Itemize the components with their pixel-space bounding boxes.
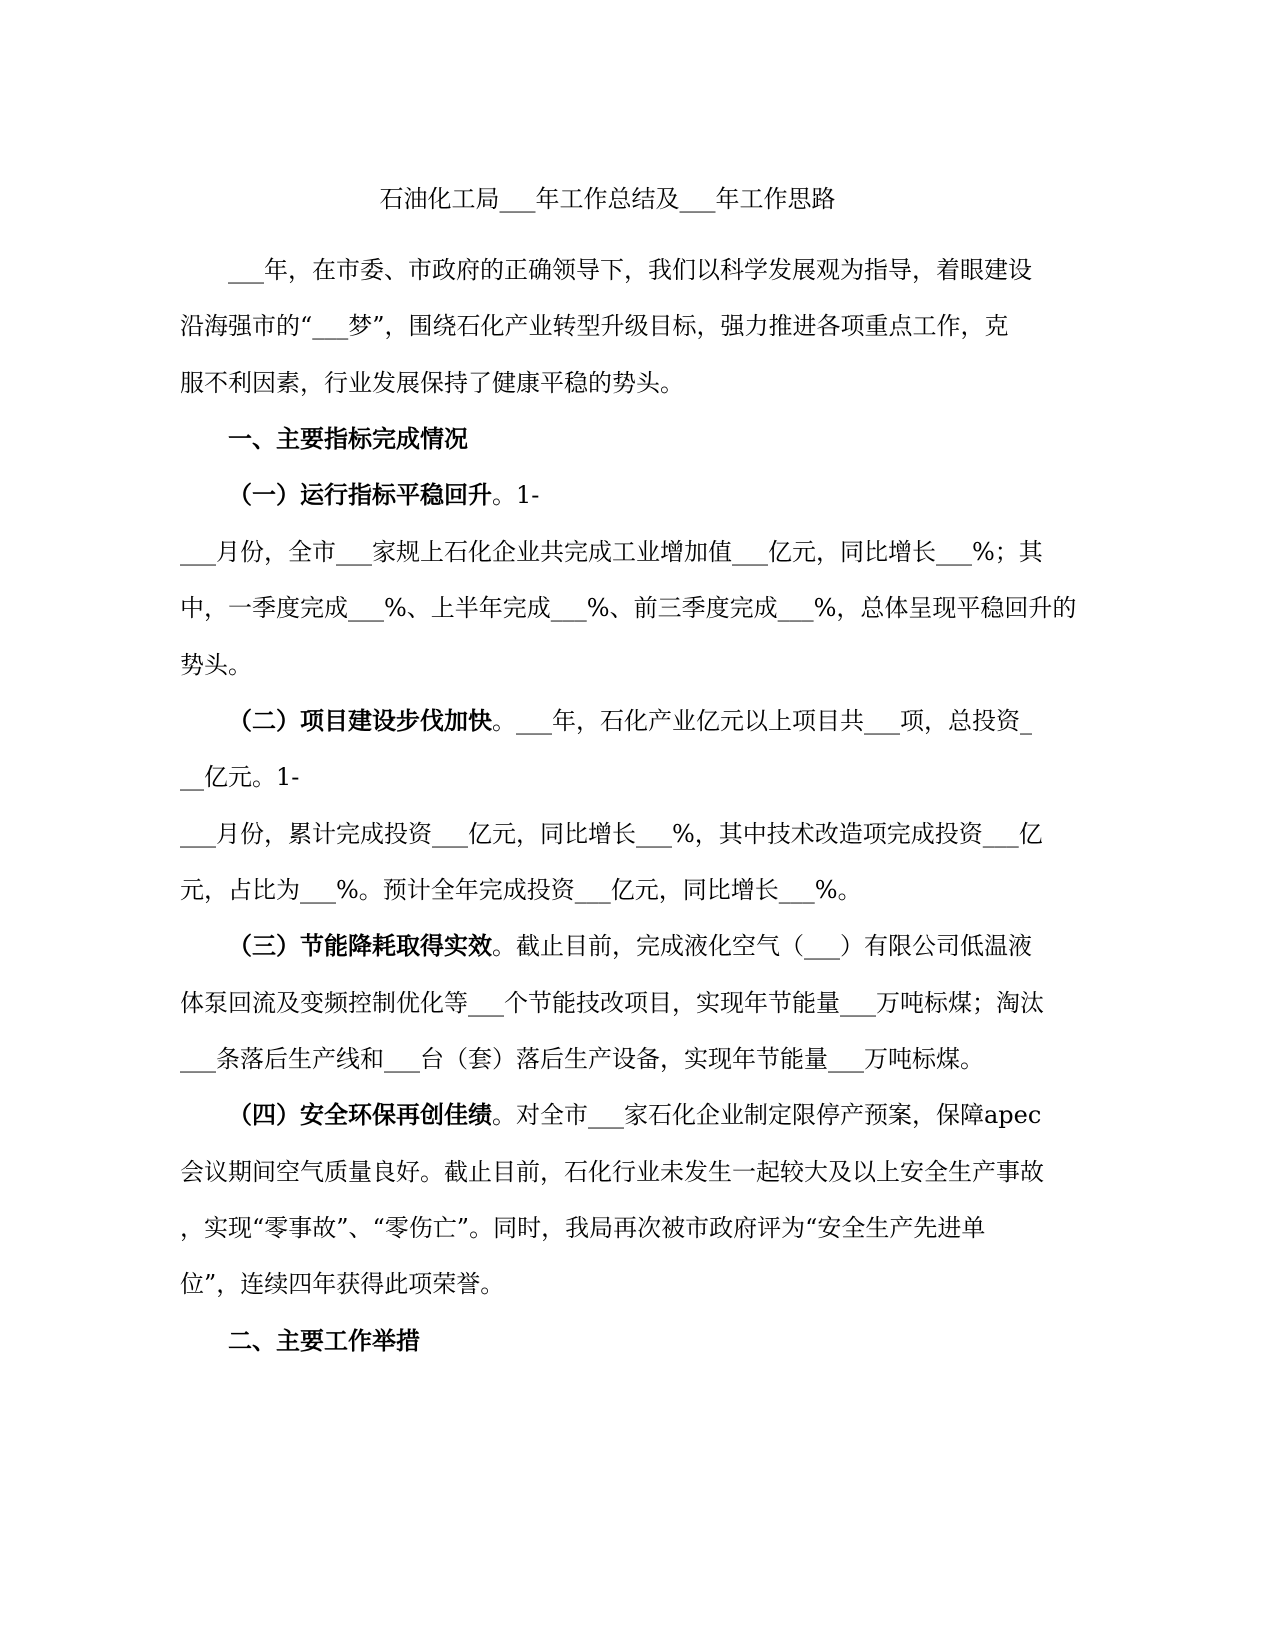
paragraph-line: __亿元。1- — [180, 763, 300, 792]
subsection-2 — [180, 693, 1060, 918]
paragraph-line: ___月份，全市___家规上石化企业共完成工业增加值___亿元，同比增长___%；其 — [180, 537, 1043, 566]
paragraph-text: 。___年，石化产业亿元以上项目共___项，总投资_ — [492, 706, 1032, 735]
paragraph-text: 。截止目前，完成液化空气（___）有限公司低温液 — [492, 932, 1032, 961]
paragraph-line — [180, 1087, 1060, 1143]
paragraph-line: 势头。 — [180, 650, 252, 679]
subsection-1 — [180, 467, 1077, 692]
paragraph-line: ，实现“零事故”、“零伤亡”。同时，我局再次被市政府评为“安全生产先进单 — [180, 1214, 986, 1243]
subsection-title: （一）运行指标平稳回升 — [228, 480, 492, 510]
subsection-title: （四）安全环保再创佳绩 — [228, 1100, 492, 1130]
paragraph-line: 会议期间空气质量良好。截止目前，石化行业未发生一起较大及以上安全生产事故 — [180, 1157, 1044, 1186]
paragraph-line: 位”，连续四年获得此项荣誉。 — [180, 1270, 505, 1299]
paragraph-text: 。1- — [492, 481, 540, 510]
paragraph-line — [180, 467, 1060, 523]
intro-paragraph — [180, 242, 1060, 411]
paragraph-line: ___月份，累计完成投资___亿元，同比增长___%，其中技术改造项完成投资___亿 — [180, 819, 1043, 848]
document-body — [180, 242, 1077, 1369]
paragraph-line: 体泵回流及变频控制优化等___个节能技改项目，实现年节能量___万吨标煤；淘汰 — [180, 988, 1044, 1017]
paragraph-line: 元，占比为___%。预计全年完成投资___亿元，同比增长___%。 — [180, 875, 862, 904]
paragraph-line: 沿海强市的“___梦”，围绕石化产业转型升级目标，强力推进各项重点工作，克 — [180, 312, 1009, 341]
paragraph-line: ___年，在市委、市政府的正确领导下，我们以科学发展观为指导，着眼建设 — [228, 256, 1032, 284]
paragraph-line: 服不利因素，行业发展保持了健康平稳的势头。 — [180, 368, 684, 397]
subsection-title: （二）项目建设步伐加快 — [228, 705, 492, 735]
paragraph-line — [180, 693, 1060, 749]
section-heading: 二、主要工作举措 — [228, 1325, 420, 1355]
paragraph-line — [180, 918, 1060, 974]
document-title: 石油化工局___年工作总结及___年工作思路 — [379, 185, 836, 213]
paragraph-text: 。对全市___家石化企业制定限停产预案，保障apec — [492, 1101, 1042, 1130]
paragraph-line: 中，一季度完成___%、上半年完成___%、前三季度完成___%，总体呈现平稳回升的 — [180, 594, 1077, 623]
subsection-3 — [180, 918, 1060, 1087]
paragraph-line: ___条落后生产线和___台（套）落后生产设备，实现年节能量___万吨标煤。 — [180, 1045, 984, 1074]
section-heading: 一、主要指标完成情况 — [228, 424, 468, 454]
subsection-title: （三）节能降耗取得实效 — [228, 931, 492, 961]
subsection-4 — [180, 1087, 1060, 1312]
